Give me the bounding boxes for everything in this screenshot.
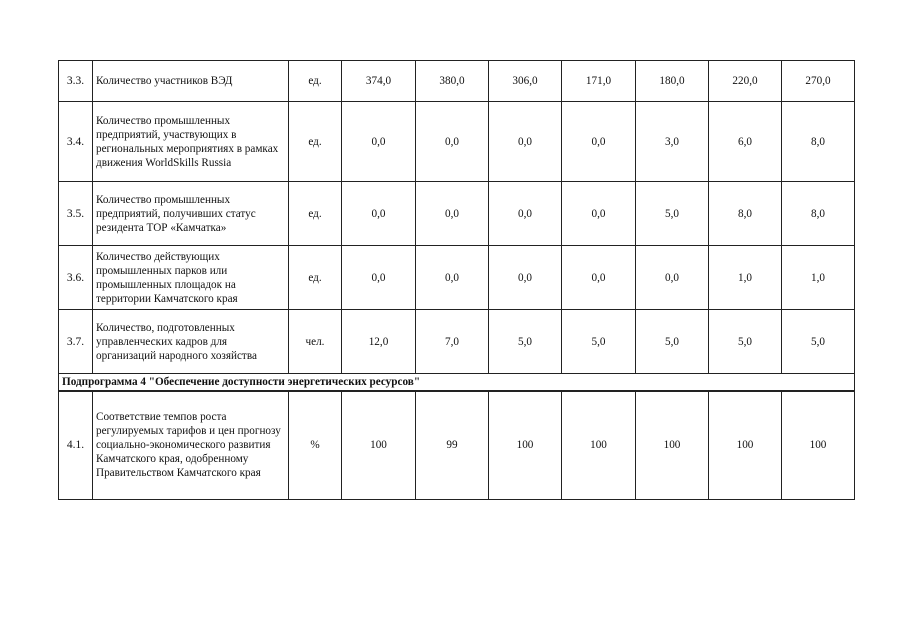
indicator-name: Количество участников ВЭД bbox=[93, 61, 289, 102]
value-cell: 12,0 bbox=[342, 310, 416, 374]
value-cell: 0,0 bbox=[342, 182, 416, 246]
indicator-name: Количество промышленных предприятий, участвующих в региональных мероприятиях в рамках движения WorldSkills Russia bbox=[93, 102, 289, 182]
value-cell: 8,0 bbox=[782, 102, 855, 182]
indicators-table bbox=[58, 60, 855, 500]
value-cell: 5,0 bbox=[636, 182, 709, 246]
value-cell: 100 bbox=[636, 391, 709, 499]
value-cell: 3,0 bbox=[636, 102, 709, 182]
row-number: 3.3. bbox=[59, 61, 93, 102]
value-cell: 5,0 bbox=[562, 310, 636, 374]
value-cell: 5,0 bbox=[489, 310, 562, 374]
unit-cell: ед. bbox=[289, 182, 342, 246]
value-cell: 374,0 bbox=[342, 61, 416, 102]
value-cell: 0,0 bbox=[562, 246, 636, 310]
value-cell: 0,0 bbox=[562, 182, 636, 246]
table-row bbox=[59, 246, 855, 310]
value-cell: 1,0 bbox=[782, 246, 855, 310]
value-cell: 1,0 bbox=[709, 246, 782, 310]
value-cell: 0,0 bbox=[416, 182, 489, 246]
row-number: 3.4. bbox=[59, 102, 93, 182]
value-cell: 5,0 bbox=[709, 310, 782, 374]
value-cell: 0,0 bbox=[489, 102, 562, 182]
table-row bbox=[59, 391, 855, 499]
indicator-name: Количество промышленных предприятий, получивших статус резидента ТОР «Камчатка» bbox=[93, 182, 289, 246]
table-row bbox=[59, 102, 855, 182]
table-row bbox=[59, 61, 855, 102]
table-row bbox=[59, 310, 855, 374]
value-cell: 8,0 bbox=[782, 182, 855, 246]
row-number: 4.1. bbox=[59, 391, 93, 499]
value-cell: 100 bbox=[342, 391, 416, 499]
value-cell: 0,0 bbox=[562, 102, 636, 182]
table-row bbox=[59, 182, 855, 246]
value-cell: 99 bbox=[416, 391, 489, 499]
value-cell: 220,0 bbox=[709, 61, 782, 102]
value-cell: 0,0 bbox=[416, 102, 489, 182]
value-cell: 100 bbox=[709, 391, 782, 499]
value-cell: 7,0 bbox=[416, 310, 489, 374]
indicator-name: Количество, подготовленных управленческих кадров для организаций народного хозяйства bbox=[93, 310, 289, 374]
value-cell: 306,0 bbox=[489, 61, 562, 102]
value-cell: 0,0 bbox=[342, 102, 416, 182]
row-number: 3.5. bbox=[59, 182, 93, 246]
value-cell: 8,0 bbox=[709, 182, 782, 246]
value-cell: 100 bbox=[782, 391, 855, 499]
value-cell: 270,0 bbox=[782, 61, 855, 102]
value-cell: 180,0 bbox=[636, 61, 709, 102]
unit-cell: % bbox=[289, 391, 342, 499]
unit-cell: ед. bbox=[289, 246, 342, 310]
indicator-name: Соответствие темпов роста регулируемых тарифов и цен прогнозу социально-экономического развития Камчатского края, одобренному Правительством Камчатского края bbox=[93, 391, 289, 499]
value-cell: 0,0 bbox=[489, 182, 562, 246]
value-cell: 5,0 bbox=[636, 310, 709, 374]
subprogram-header-row bbox=[59, 374, 855, 392]
value-cell: 100 bbox=[489, 391, 562, 499]
value-cell: 100 bbox=[562, 391, 636, 499]
value-cell: 0,0 bbox=[416, 246, 489, 310]
value-cell: 380,0 bbox=[416, 61, 489, 102]
unit-cell: чел. bbox=[289, 310, 342, 374]
indicator-name: Количество действующих промышленных парков или промышленных площадок на территории Камчатского края bbox=[93, 246, 289, 310]
value-cell: 0,0 bbox=[342, 246, 416, 310]
row-number: 3.6. bbox=[59, 246, 93, 310]
row-number: 3.7. bbox=[59, 310, 93, 374]
value-cell: 0,0 bbox=[489, 246, 562, 310]
value-cell: 0,0 bbox=[636, 246, 709, 310]
subprogram-title: Подпрограмма 4 "Обеспечение доступности энергетических ресурсов" bbox=[59, 374, 855, 392]
value-cell: 6,0 bbox=[709, 102, 782, 182]
value-cell: 5,0 bbox=[782, 310, 855, 374]
value-cell: 171,0 bbox=[562, 61, 636, 102]
unit-cell: ед. bbox=[289, 102, 342, 182]
unit-cell: ед. bbox=[289, 61, 342, 102]
